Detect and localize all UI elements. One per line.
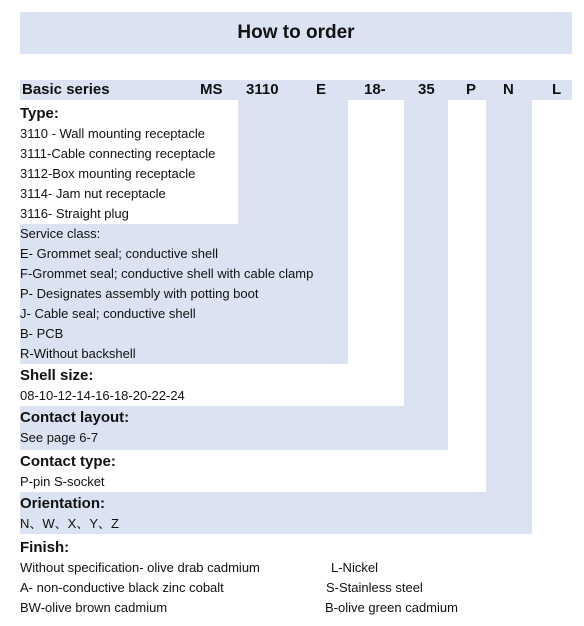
shell-size-value: 08-10-12-14-16-18-20-22-24 — [20, 388, 185, 403]
finish-item-left: Without specification- olive drab cadmium — [20, 560, 260, 575]
finish-item-right: S-Stainless steel — [326, 580, 423, 595]
service-class-item: P- Designates assembly with potting boot — [20, 286, 259, 301]
contact-layout-value: See page 6-7 — [20, 430, 99, 445]
band-col-e — [294, 100, 348, 224]
basic-series-label: Basic series — [22, 81, 110, 98]
contact-type-value: P-pin S-socket — [20, 474, 105, 489]
page-title: How to order — [237, 22, 355, 43]
finish-heading: Finish: — [20, 539, 70, 556]
code-l: L — [552, 81, 562, 98]
contact-type-heading: Contact type: — [20, 453, 116, 470]
finish-item-right: B-olive green cadmium — [325, 600, 458, 615]
type-heading: Type: — [20, 105, 59, 122]
orientation-heading: Orientation: — [20, 495, 105, 512]
type-item: 3111-Cable connecting receptacle — [20, 146, 216, 161]
service-class-item: E- Grommet seal; conductive shell — [20, 246, 218, 261]
type-item: 3110 - Wall mounting receptacle — [20, 126, 205, 141]
code-n: N — [503, 81, 514, 98]
code-ms: MS — [200, 81, 223, 98]
type-item: 3116- Straight plug — [20, 206, 129, 221]
code-35: 35 — [418, 81, 435, 98]
contact-layout-heading: Contact layout: — [20, 409, 130, 426]
code-p: P — [466, 81, 477, 98]
service-class-item: R-Without backshell — [20, 346, 136, 361]
band-col-3110 — [238, 100, 294, 224]
type-item: 3114- Jam nut receptacle — [20, 186, 166, 201]
code-3110: 3110 — [246, 81, 279, 98]
service-class-item: J- Cable seal; conductive shell — [20, 306, 196, 321]
band-col-35 — [404, 100, 448, 406]
service-class-item: F-Grommet seal; conductive shell with cable clamp — [20, 266, 314, 281]
type-item: 3112-Box mounting receptacle — [20, 166, 196, 181]
shell-size-heading: Shell size: — [20, 367, 94, 384]
service-class-item: B- PCB — [20, 326, 64, 341]
code-e: E — [316, 81, 327, 98]
orientation-value: N、W、X、Y、Z — [20, 516, 119, 531]
code-18: 18- — [364, 81, 386, 98]
finish-item-left: A- non-conductive black zinc cobalt — [20, 580, 224, 595]
finish-item-right: L-Nickel — [331, 560, 378, 575]
band-col-n — [486, 100, 532, 492]
service-class-heading: Service class: — [20, 226, 101, 241]
finish-item-left: BW-olive brown cadmium — [20, 600, 168, 615]
